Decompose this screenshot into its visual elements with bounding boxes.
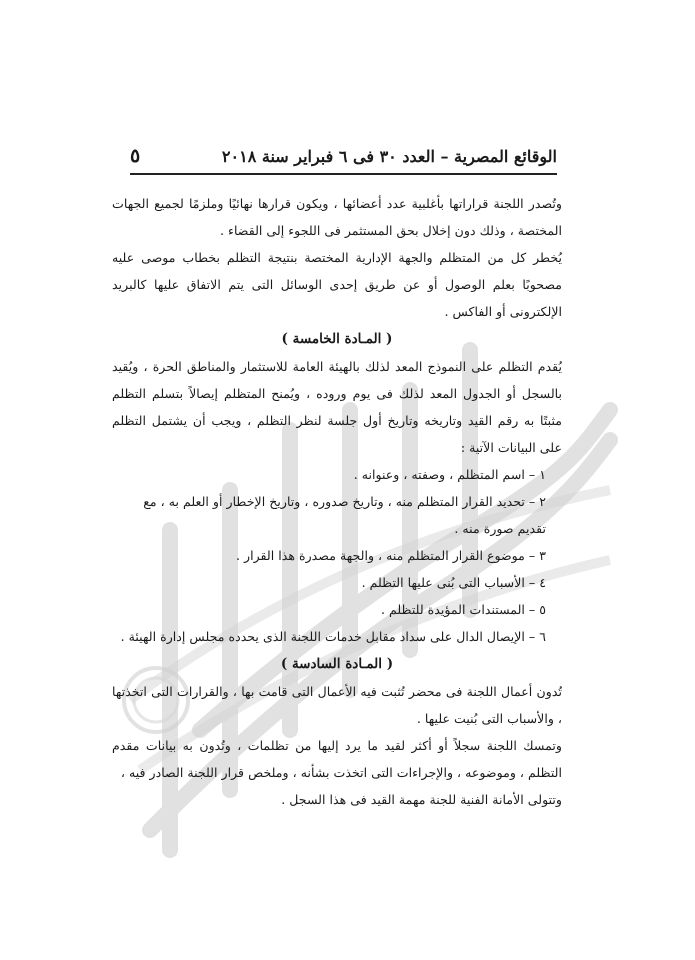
list-item: ٤ – الأسباب التى بُنى عليها التظلم . xyxy=(361,575,546,590)
paragraph: وتُصدر اللجنة قراراتها بأغلبية عدد أعضائها ، ويكون قرارها نهائيًا وملزمًا لجميع الجهات المختصة ، وذلك دون إخلال بحق المستثمر فى اللجوء إلى القضاء . xyxy=(112,196,562,238)
paragraph: وتمسك اللجنة سجلاً أو أكثر لقيد ما يرد إليها من تظلمات ، وتُدون به بيانات مقدم التظلم ، وموضوعه ، والإجراءات التى اتخذت بشأنه ، وملخص قرار اللجنة الصادر فيه ، xyxy=(112,738,562,780)
article-heading: ( المـادة السادسة ) xyxy=(280,656,394,672)
paragraph: يُقدم التظلم على النموذج المعد لذلك بالهيئة العامة للاستثمار والمناطق الحرة ، ويُقيد بالسجل أو الجدول المعد لذلك فى يوم وروده ، ويُمنح المتظلم إيصالاً بتسلم التظلم مثبتًا به رقم القيد وتاريخه وتاريخ أول جلسة لنظر التظلم ، ويجب أن يشتمل التظلم على البيانات الآتية : xyxy=(112,359,562,455)
header-title: الوقائع المصرية – العدد ٣٠ فى ٦ فبراير سنة ٢٠١٨ xyxy=(221,147,557,166)
list-item: ٣ – موضوع القرار المتظلم منه ، والجهة مصدرة هذا القرار . xyxy=(235,548,546,563)
list-item: ٦ – الإيصال الدال على سداد مقابل خدمات اللجنة الذى يحدده مجلس إدارة الهيئة . xyxy=(120,629,546,644)
article-heading: ( المـادة الخامسة ) xyxy=(281,331,393,347)
list-item: ٢ – تحديد القرار المتظلم منه ، وتاريخ صدوره ، وتاريخ الإخطار أو العلم به ، مع تقديم صورة منه . xyxy=(143,494,546,536)
list-item: ٥ – المستندات المؤيدة للتظلم . xyxy=(380,602,546,617)
paragraph: تُدون أعمال اللجنة فى محضر تُثبت فيه الأعمال التى قامت بها ، والقرارات التى اتخذتها ، والأسباب التى بُنيت عليها . xyxy=(112,684,562,726)
page-header xyxy=(130,145,557,175)
list-item: ١ – اسم المتظلم ، وصفته ، وعنوانه . xyxy=(353,467,546,482)
paragraph: وتتولى الأمانة الفنية للجنة مهمة القيد فى هذا السجل . xyxy=(281,792,562,807)
document-body xyxy=(112,190,562,813)
paragraph: يُخطر كل من المتظلم والجهة الإدارية المختصة بنتيجة التظلم بخطاب موصى عليه مصحوبًا بعلم الوصول أو عن طريق إحدى الوسائل التى يتم الاتفاق عليها كالبريد الإلكترونى أو الفاكس . xyxy=(112,250,562,319)
page-number: ٥ xyxy=(130,145,141,167)
